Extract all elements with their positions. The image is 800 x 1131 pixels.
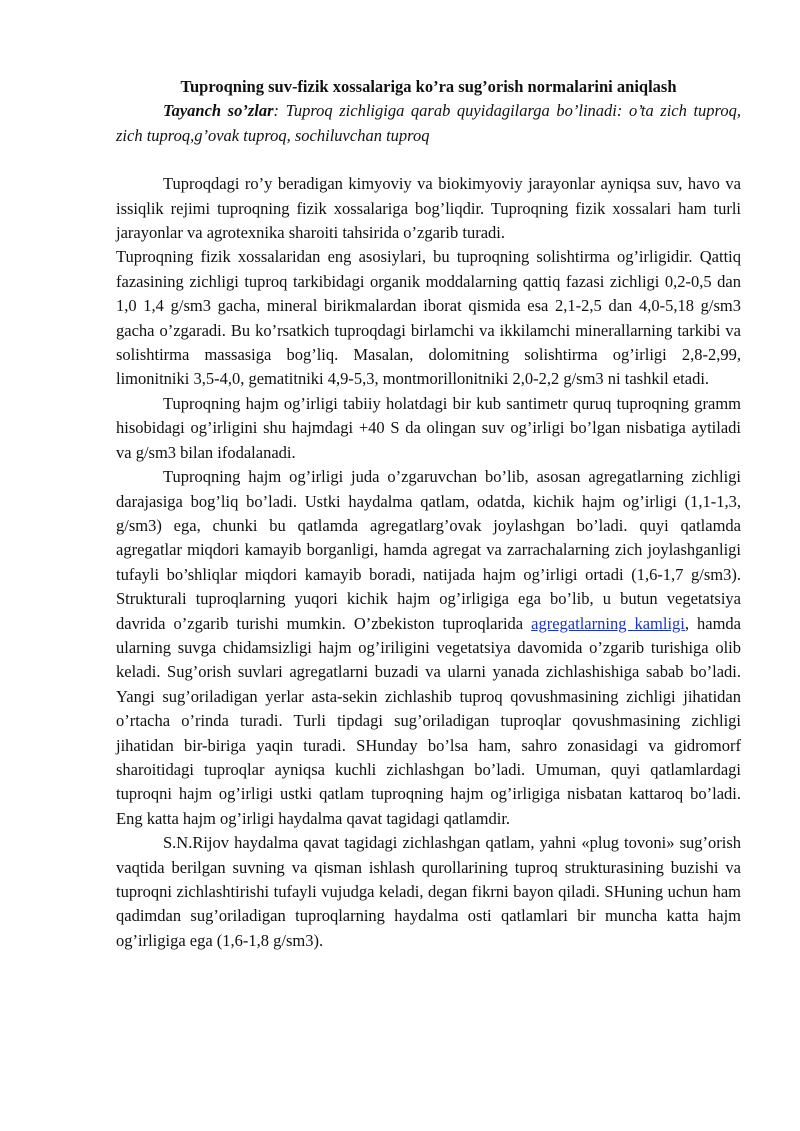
keywords-paragraph bbox=[116, 99, 741, 148]
paragraph-4-text-before: Tuproqning hajm og’irligi juda o’zgaruvchan bo’lib, asosan agregatlarning zichligi darajasiga bog’liq bo’ladi. Ustki haydalma qatlam, odatda, kichik hajm og’irligi (1,1-1,3, g/sm3) ega, chunki bu qatlamda agregatlarg’ovak joylashgan bo’ladi. quyi qatlamda agregatlar miqdori kamayib borganligi, hamda agregat va zarrachalarning zich joylashganligi tufayli bo’shliqlar miqdori kamayib boradi, natijada hajm og’irligi ortadi (1,6-1,7 g/sm3). Strukturali tuproqlarning yuqori kichik hajm og’irligiga ega bo’lib, u butun vegetatsiya davrida o’zgarib turishi mumkin. O’zbekiston tuproqlarida bbox=[116, 467, 741, 633]
aggregates-link[interactable]: agregatlarning kamligi bbox=[531, 613, 685, 633]
document-page bbox=[116, 70, 741, 953]
paragraph-5: S.N.Rijov haydalma qavat tagidagi zichlashgan qatlam, yahni «plug tovoni» sug’orish vaqtida berilgan suvning va qisman ishlash qurollarining tuproq strukturasining buzishi va tuproqni zichlashtirishi tufayli vujudga keladi, degan fikrni bayon qiladi. SHuning uchun ham qadimdan sug’oriladigan tuproqlarning haydalma osti qatlamlari bir muncha katta hajm og’irligiga ega (1,6-1,8 g/sm3). bbox=[116, 833, 741, 950]
paragraph-2: Tuproqning fizik xossalaridan eng asosiylari, bu tuproqning solishtirma og’irligidir. Qattiq fazasining zichligi tuproq tarkibidagi organik moddalarning qattiq fazasi zichligi 0,2-0,5 dan 1,0 1,4 g/sm3 gacha, mineral birikmalardan iborat qismida esa 2,1-2,5 dan 4,0-5,18 g/sm3 gacha o’zgaradi. Bu ko’rsatkich tuproqdagi birlamchi va ikkilamchi minerallarning tarkibi va solishtirma massasiga bog’liq. Masalan, dolomitning solishtirma og’irligi 2,8-2,99, limonitniki 3,5-4,0, gematitniki 4,9-5,3, montmorillonitniki 2,0-2,2 g/sm3 ni tashkil etadi. bbox=[116, 247, 741, 389]
paragraph-4 bbox=[116, 465, 741, 831]
paragraph-spacer bbox=[116, 148, 741, 172]
keywords-label: Tayanch so’zlar bbox=[163, 101, 274, 121]
document-title: Tuproqning suv-fizik xossalariga ko’ra sug’orish normalarini aniqlash bbox=[180, 77, 677, 96]
paragraph-1: Tuproqdagi ro’y beradigan kimyoviy va biokimyoviy jarayonlar ayniqsa suv, havo va issiqlik rejimi tuproqning fizik xossalariga bog’liqdir. Tuproqning fizik xossalari ham turli jarayonlar va agrotexnika sharoiti tahsirida o’zgarib turadi. bbox=[116, 174, 741, 243]
keywords-text: : Tuproq zichligiga qarab quyidagilarga bo’linadi: o’ta zich tuproq, zich tuproq,g’ovak tuproq, sochiluvchan tuproq bbox=[116, 101, 741, 145]
paragraph-3: Tuproqning hajm og’irligi tabiiy holatdagi bir kub santimetr quruq tuproqning gramm hisobidagi og’irligini shu hajmdagi +40 S da olingan suv og’irligi bo’lgan nisbatiga aytiladi va g/sm3 bilan ifodalanadi. bbox=[116, 393, 741, 462]
paragraph-4-text-after: , hamda ularning suvga chidamsizligi hajm og’iriligini vegetatsiya davomida o’zgarib turishiga olib keladi. Sug’orish suvlari agregatlarni buzadi va ularni yanada zichlashishiga sabab bo’ladi. Yangi sug’oriladigan yerlar asta-sekin zichlashib tuproq qovushmasining zichligi jihatidan o’rtacha o’rinda turadi. Turli tipdagi sug’oriladigan tuproqlar qovushmasining zichligi jihatidan bir-biriga yaqin turadi. SHunday bo’lsa ham, sahro zonasidagi va gidromorf sharoitidagi tuproqlar ayniqsa kuchli zichlashgan bo’ladi. Umuman, quyi qatlamlardagi tuproqni hajm og’irligi ustki qatlam tuproqning hajm og’irligiga nisbatan kattaroq bo’ladi. Eng katta hajm og’irligi haydalma qavat tagidagi qatlamdir. bbox=[116, 613, 742, 828]
